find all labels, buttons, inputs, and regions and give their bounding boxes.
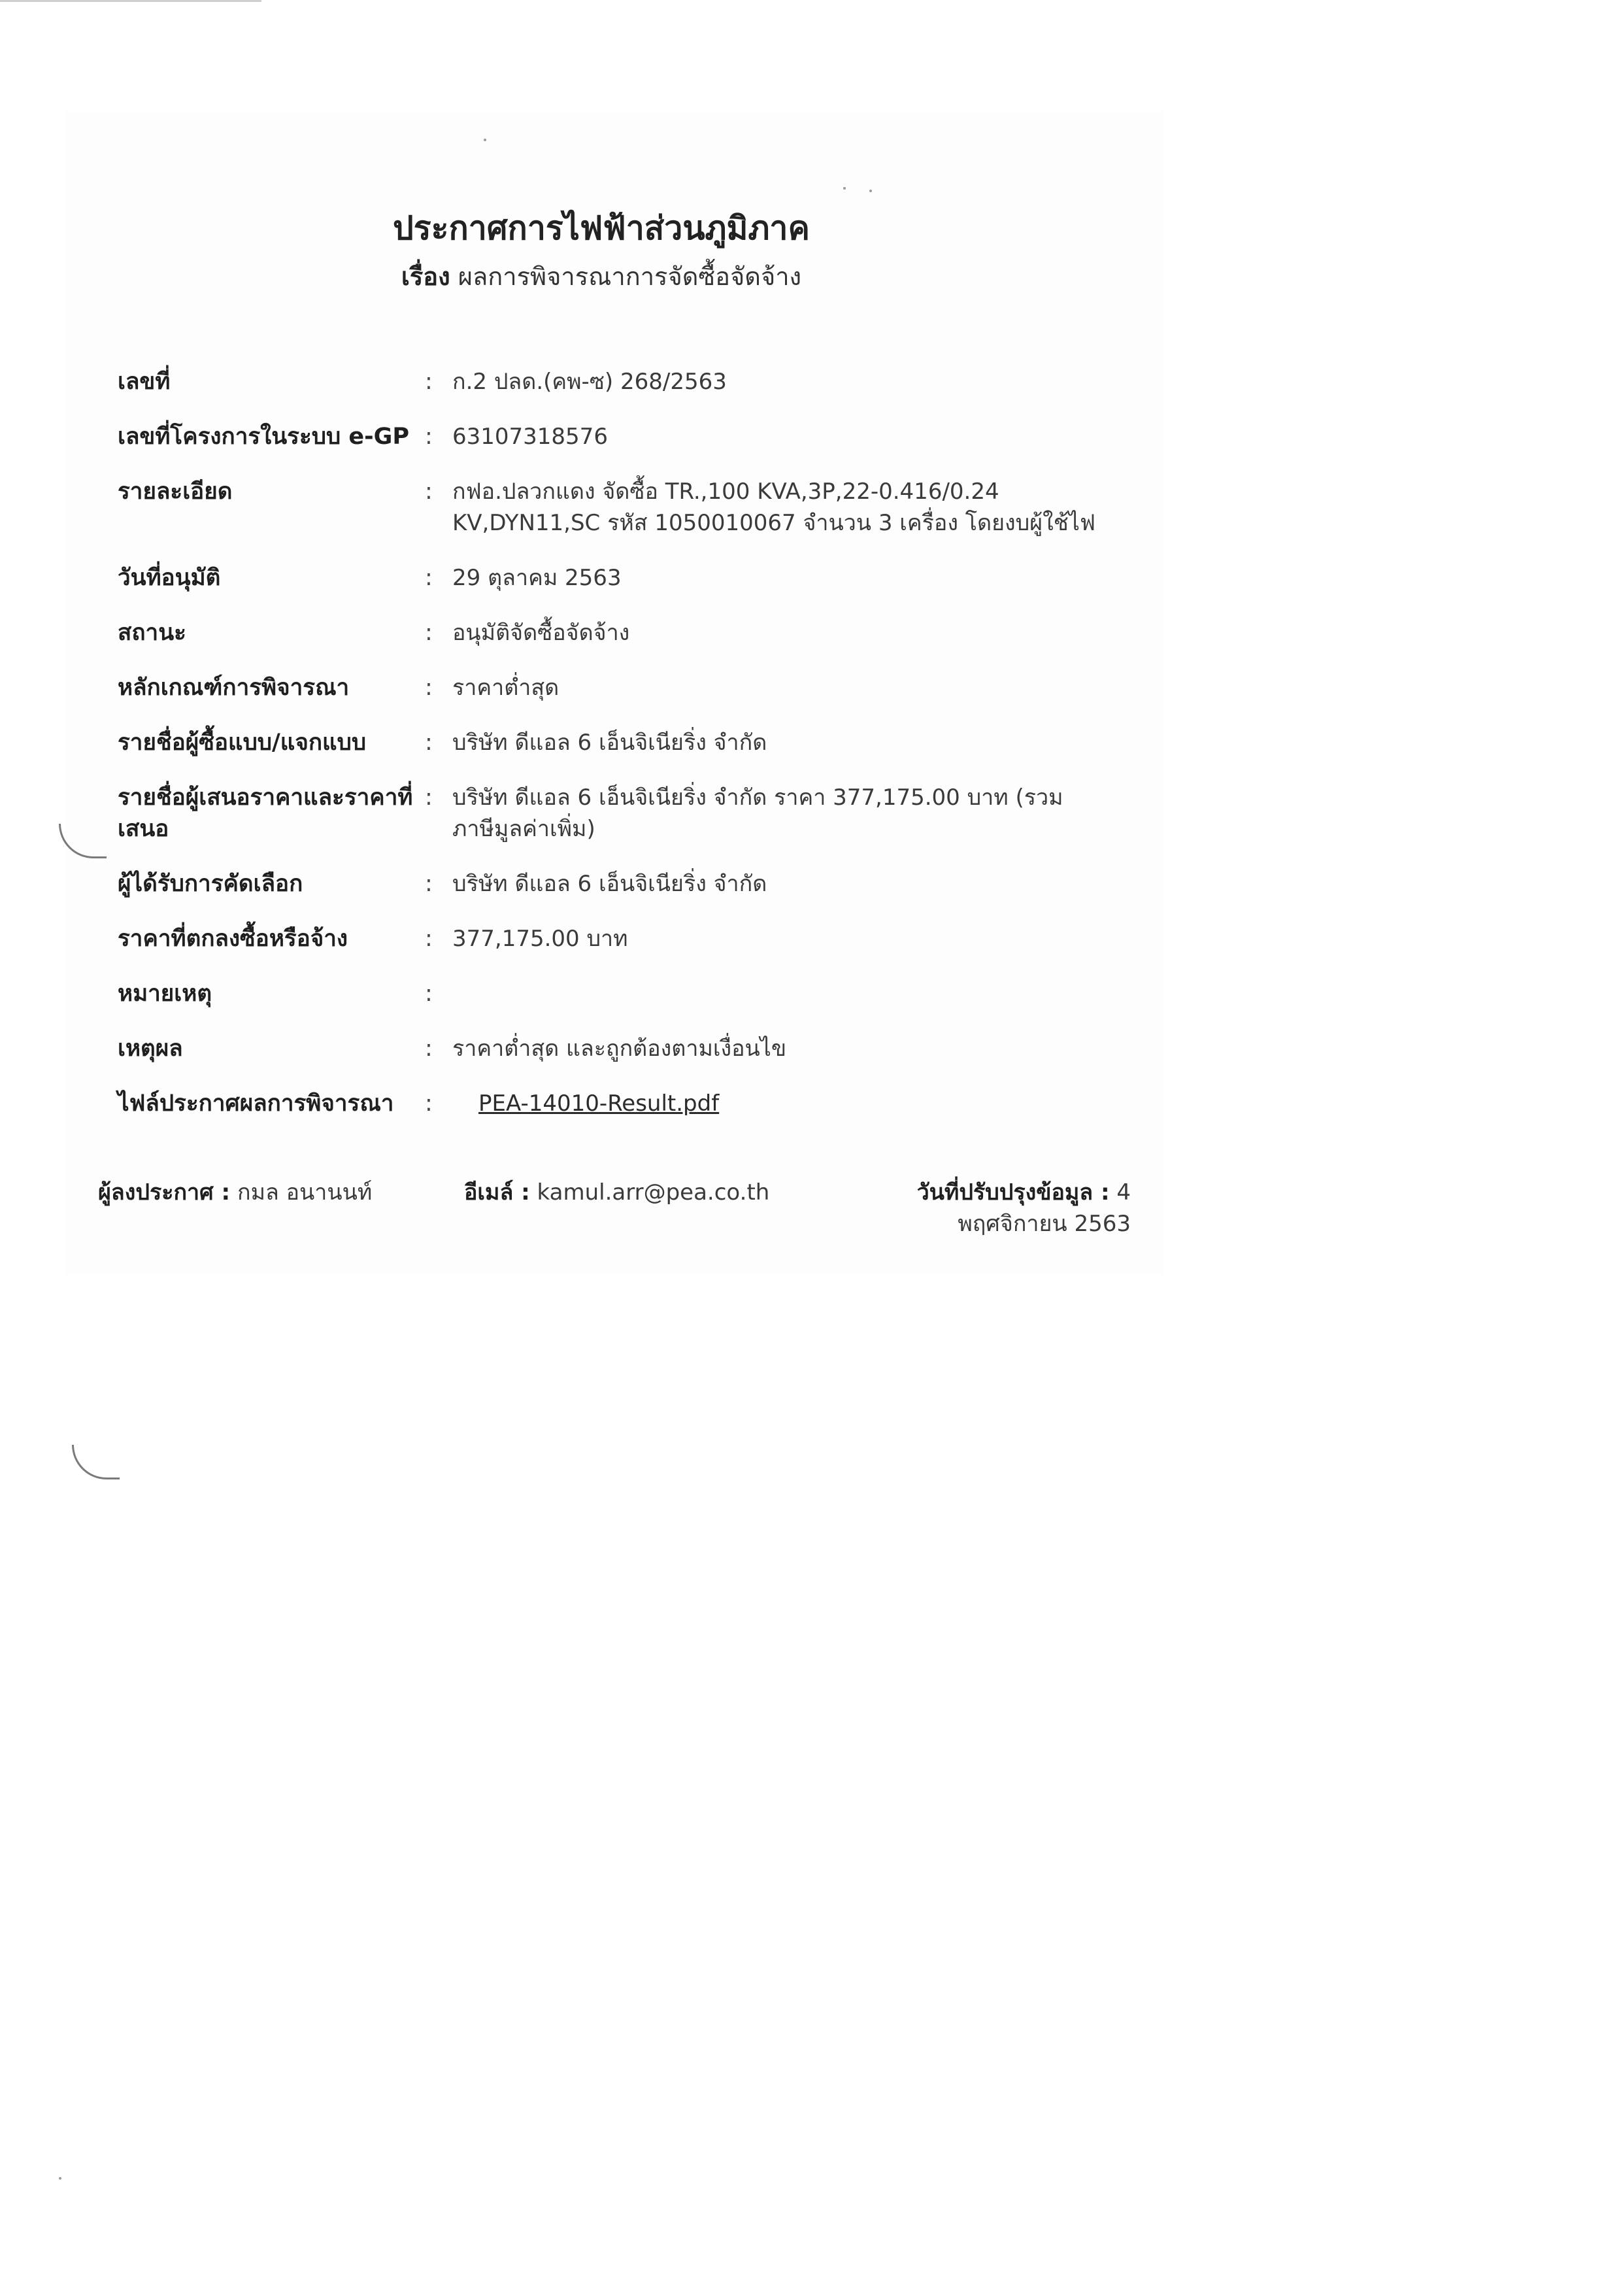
detail-value: บริษัท ดีแอล 6 เอ็นจิเนียริ่ง จำกัด — [452, 730, 767, 756]
detail-label: หลักเกณฑ์การพิจารณา — [118, 675, 350, 701]
detail-value: 29 ตุลาคม 2563 — [452, 565, 622, 591]
announcer-label: ผู้ลงประกาศ : — [98, 1179, 231, 1206]
scan-artifact-dot — [484, 139, 486, 141]
detail-label: เลขที่โครงการในระบบ e-GP — [118, 424, 410, 450]
detail-colon: : — [425, 1036, 433, 1062]
detail-row-approval-date — [118, 562, 1111, 594]
detail-label: เหตุผล — [118, 1036, 183, 1062]
scan-artifact-dot — [843, 187, 846, 190]
detail-label: เลขที่ — [118, 369, 171, 395]
detail-colon: : — [425, 785, 433, 811]
detail-colon: : — [425, 620, 433, 646]
detail-colon: : — [425, 1090, 433, 1117]
detail-row-criteria — [118, 672, 1111, 703]
detail-row-status — [118, 617, 1111, 649]
detail-colon: : — [425, 675, 433, 701]
detail-row-selected-vendor — [118, 868, 1111, 900]
detail-colon: : — [425, 565, 433, 591]
detail-colon: : — [425, 981, 433, 1007]
detail-row-remarks — [118, 978, 1111, 1009]
detail-row-bidders — [118, 782, 1111, 845]
detail-colon: : — [425, 730, 433, 756]
detail-colon: : — [425, 926, 433, 952]
detail-colon: : — [425, 871, 433, 897]
detail-row-reason — [118, 1033, 1111, 1064]
announcer — [98, 1177, 372, 1208]
detail-row-result-file — [118, 1088, 1111, 1119]
scan-artifact-dot — [59, 2177, 61, 2180]
detail-value: บริษัท ดีแอล 6 เอ็นจิเนียริ่ง จำกัด ราคา 377,175.00 บาท (รวม ภาษีมูลค่าเพิ่ม) — [452, 785, 1063, 842]
detail-label: รายชื่อผู้ซื้อแบบ/แจกแบบ — [118, 730, 367, 756]
detail-row-description — [118, 476, 1111, 539]
detail-row-agreed-price — [118, 923, 1111, 954]
detail-value: ราคาต่ำสุด และถูกต้องตามเงื่อนไข — [452, 1036, 787, 1062]
detail-value: ราคาต่ำสุด — [452, 675, 560, 701]
detail-label: หมายเหตุ — [118, 981, 212, 1007]
email — [464, 1177, 769, 1208]
announcer-name: กมล อนานนท์ — [237, 1179, 373, 1206]
email-address: kamul.arr@pea.co.th — [537, 1179, 770, 1206]
email-label: อีเมล์ : — [464, 1179, 530, 1206]
detail-value: อนุมัติจัดซื้อจัดจ้าง — [452, 620, 630, 646]
detail-colon: : — [425, 479, 433, 505]
detail-label: รายละเอียด — [118, 479, 233, 505]
scan-artifact-line — [0, 0, 261, 2]
result-file-link[interactable]: PEA-14010-Result.pdf — [478, 1090, 720, 1117]
detail-value: 377,175.00 บาท — [452, 926, 628, 952]
detail-label: รายชื่อผู้เสนอราคาและราคาที่ เสนอ — [118, 785, 413, 842]
detail-row-egp-project-no — [118, 421, 1111, 452]
detail-row-document-buyers — [118, 727, 1111, 758]
last-updated-month-year: พฤศจิกายน 2563 — [958, 1211, 1131, 1237]
detail-label: ไฟล์ประกาศผลการพิจารณา — [118, 1090, 394, 1117]
detail-label: ผู้ได้รับการคัดเลือก — [118, 871, 303, 897]
announcement-title: ประกาศการไฟฟ้าส่วนภูมิภาค — [393, 209, 810, 247]
detail-label: ราคาที่ตกลงซื้อหรือจ้าง — [118, 926, 348, 952]
detail-value: ก.2 ปลด.(คพ-ซ) 268/2563 — [452, 369, 727, 395]
last-updated-day: 4 — [1116, 1179, 1131, 1206]
subject-text: ผลการพิจารณาการจัดซื้อจัดจ้าง — [458, 262, 802, 291]
detail-label: สถานะ — [118, 620, 186, 646]
details-list — [118, 366, 1111, 1143]
detail-value: 63107318576 — [452, 424, 608, 450]
detail-row-reference-no — [118, 366, 1111, 397]
last-updated-label: วันที่ปรับปรุงข้อมูล : — [916, 1179, 1110, 1206]
detail-colon: : — [425, 424, 433, 450]
scan-artifact-dot — [869, 190, 872, 192]
scan-artifact-curve — [72, 1445, 120, 1479]
subject-label: เรื่อง — [401, 262, 450, 291]
announcement-subject — [0, 256, 1203, 296]
detail-label: วันที่อนุมัติ — [118, 565, 221, 591]
detail-colon: : — [425, 369, 433, 395]
detail-value: กฟอ.ปลวกแดง จัดซื้อ TR.,100 KVA,3P,22-0.416/0.24 KV,DYN11,SC รหัส 1050010067 จำนวน 3 เครื่อง โดยงบผู้ใช้ไฟ — [452, 479, 1095, 536]
last-updated — [856, 1177, 1131, 1240]
detail-value: บริษัท ดีแอล 6 เอ็นจิเนียริ่ง จำกัด — [452, 871, 767, 897]
